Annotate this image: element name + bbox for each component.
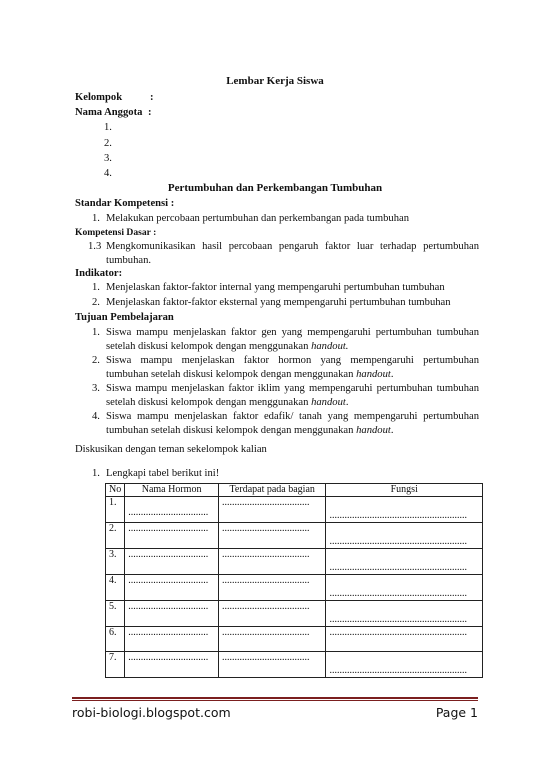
table-row — [106, 652, 483, 678]
member-number: 3. — [104, 153, 112, 164]
indikator-item-number: 1. — [92, 282, 100, 293]
row-number: 1. — [106, 497, 125, 523]
row-number: 7. — [106, 652, 125, 678]
table-row — [106, 627, 483, 652]
indikator-item-text: Menjelaskan faktor-faktor eksternal yang mempengaruhi pertumbuhan tumbuhan — [106, 297, 451, 308]
bagian-cell — [218, 627, 325, 652]
tujuan-item-line1: Siswa mampu menjelaskan faktor edafik/ tanah yang mempengaruhi pertumbuhan — [106, 411, 479, 422]
fungsi-cell — [326, 627, 483, 652]
row-number: 3. — [106, 549, 125, 575]
bagian-cell — [218, 652, 325, 678]
row-number: 2. — [106, 523, 125, 549]
kelompok-label: Kelompok — [75, 92, 123, 103]
tujuan-item-number: 1. — [92, 327, 100, 338]
hormon-cell — [125, 523, 219, 549]
standar-item-number: 1. — [92, 213, 100, 224]
table-row — [106, 601, 483, 627]
table-row — [106, 523, 483, 549]
table-header-row — [106, 484, 483, 497]
indikator-item-text: Menjelaskan faktor-faktor internal yang mempengaruhi pertumbuhan tumbuhan — [106, 282, 445, 293]
bagian-blank: ................................... — [221, 497, 310, 508]
tujuan-item-number: 2. — [92, 355, 100, 366]
hormon-blank: ................................ — [128, 652, 209, 663]
hormon-cell — [125, 652, 219, 678]
nama-anggota-label: Nama Anggota — [75, 107, 143, 118]
table-header-nama-hormon: Nama Hormon — [125, 484, 219, 497]
tujuan-item-line2: tumbuhan setelah diskusi kelompok dengan menggunakan handout. — [106, 369, 394, 380]
tujuan-item-line1: Siswa mampu menjelaskan faktor gen yang mempengaruhi pertumbuhan tumbuhan — [106, 327, 479, 338]
kelompok-colon: : — [150, 92, 154, 103]
bagian-blank: ................................... — [221, 575, 310, 586]
member-number: 2. — [104, 138, 112, 149]
footer-site: robi-biologi.blogspot.com — [72, 705, 231, 720]
fungsi-cell — [326, 652, 483, 678]
hormon-blank: ................................ — [128, 507, 209, 518]
kompetensi-number: 1.3 — [88, 241, 102, 252]
fungsi-blank: ....................................................... — [329, 588, 467, 599]
fungsi-cell — [326, 575, 483, 601]
tujuan-heading: Tujuan Pembelajaran — [75, 312, 174, 323]
diskusi-instruction: Diskusikan dengan teman sekelompok kalian — [75, 444, 267, 455]
member-number: 4. — [104, 168, 112, 179]
fungsi-cell — [326, 497, 483, 523]
task-text: Lengkapi tabel berikut ini! — [106, 468, 220, 479]
nama-anggota-colon: : — [148, 107, 152, 118]
hormon-cell — [125, 497, 219, 523]
standar-item-text: Melakukan percobaan pertumbuhan dan perkembangan pada tumbuhan — [106, 213, 409, 224]
indikator-item-number: 2. — [92, 297, 100, 308]
bagian-cell — [218, 523, 325, 549]
fungsi-cell — [326, 523, 483, 549]
fungsi-blank: ....................................................... — [329, 627, 467, 638]
topic-title: Pertumbuhan dan Perkembangan Tumbuhan — [167, 182, 383, 194]
fungsi-blank: ....................................................... — [329, 536, 467, 547]
hormon-cell — [125, 601, 219, 627]
row-number: 5. — [106, 601, 125, 627]
tujuan-item-line2: setelah diskusi kelompok dengan menggunakan handout. — [106, 341, 349, 352]
table-row — [106, 575, 483, 601]
kompetensi-heading: Kompetensi Dasar : — [75, 227, 157, 238]
kompetensi-text-line1: Mengkomunikasikan hasil percobaan pengaruh faktor luar terhadap pertumbuhan — [106, 241, 479, 252]
bagian-cell — [218, 497, 325, 523]
task-number: 1. — [92, 468, 100, 479]
hormon-cell — [125, 575, 219, 601]
tujuan-item-number: 4. — [92, 411, 100, 422]
fungsi-cell — [326, 549, 483, 575]
hormon-blank: ................................ — [128, 549, 209, 560]
hormon-blank: ................................ — [128, 575, 209, 586]
bagian-blank: ................................... — [221, 549, 310, 560]
table-header-terdapat: Terdapat pada bagian — [218, 484, 325, 497]
table-row — [106, 497, 483, 523]
fungsi-blank: ....................................................... — [329, 665, 467, 676]
table-row — [106, 549, 483, 575]
bagian-blank: ................................... — [221, 601, 310, 612]
hormon-blank: ................................ — [128, 627, 209, 638]
hormon-blank: ................................ — [128, 523, 209, 534]
fungsi-cell — [326, 601, 483, 627]
footer-page-number: Page 1 — [435, 705, 478, 720]
fungsi-blank: ....................................................... — [329, 614, 467, 625]
bagian-cell — [218, 549, 325, 575]
tujuan-item-line1: Siswa mampu menjelaskan faktor hormon yang mempengaruhi pertumbuhan — [106, 355, 479, 366]
row-number: 6. — [106, 627, 125, 652]
fungsi-blank: ....................................................... — [329, 562, 467, 573]
tujuan-item-line2: tumbuhan setelah diskusi kelompok dengan menggunakan handout. — [106, 425, 394, 436]
hormon-cell — [125, 627, 219, 652]
bagian-blank: ................................... — [221, 627, 310, 638]
table-header-no: No — [106, 484, 125, 497]
tujuan-item-line1: Siswa mampu menjelaskan faktor iklim yang mempengaruhi pertumbuhan tumbuhan — [106, 383, 479, 394]
hormone-table — [105, 483, 483, 678]
footer-divider-thin — [72, 700, 478, 701]
footer-divider — [72, 697, 478, 699]
indikator-heading: Indikator: — [75, 268, 123, 279]
bagian-blank: ................................... — [221, 652, 310, 663]
standar-heading: Standar Kompetensi : — [75, 198, 175, 209]
row-number: 4. — [106, 575, 125, 601]
bagian-cell — [218, 575, 325, 601]
kompetensi-text-line2: tumbuhan. — [106, 255, 152, 266]
tujuan-item-number: 3. — [92, 383, 100, 394]
bagian-cell — [218, 601, 325, 627]
member-number: 1. — [104, 122, 112, 133]
fungsi-blank: ....................................................... — [329, 510, 467, 521]
table-header-fungsi: Fungsi — [326, 484, 483, 497]
tujuan-item-line2: setelah diskusi kelompok dengan menggunakan handout. — [106, 397, 349, 408]
hormon-cell — [125, 549, 219, 575]
bagian-blank: ................................... — [221, 523, 310, 534]
worksheet-title: Lembar Kerja Siswa — [226, 75, 324, 87]
hormon-blank: ................................ — [128, 601, 209, 612]
